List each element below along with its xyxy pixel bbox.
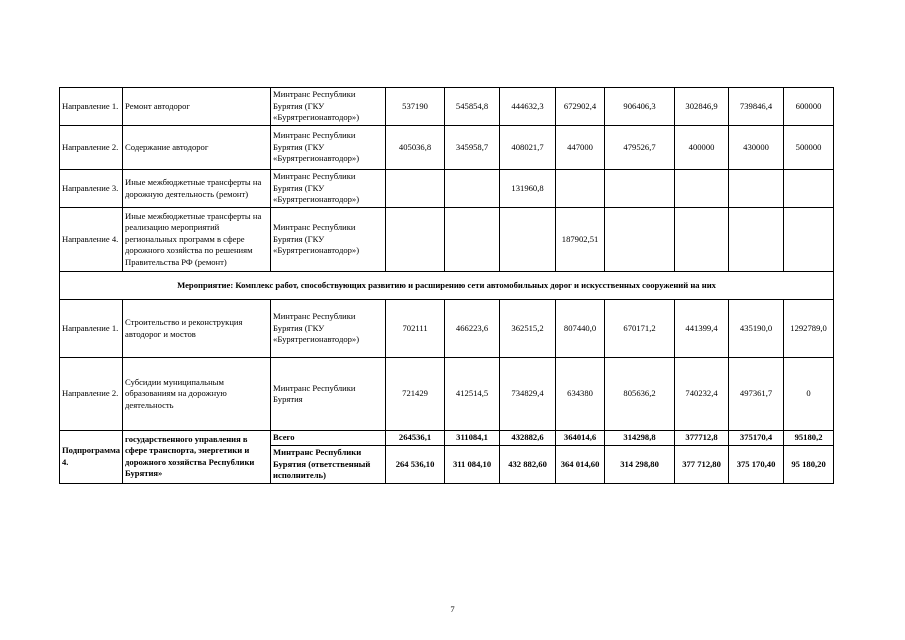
value-cell: 545854,8 [445, 88, 500, 126]
executor-value: 311 084,10 [445, 446, 500, 484]
section-heading: Мероприятие: Комплекс работ, способствующих развитию и расширению сети автомобильных дорог и искусственных сооружений на них [60, 272, 834, 300]
value-cell: 537190 [386, 88, 445, 126]
value-cell [386, 208, 445, 272]
value-cell: 345958,7 [445, 126, 500, 170]
executor-value: 432 882,60 [500, 446, 556, 484]
value-cell: 435190,0 [729, 300, 784, 358]
value-cell: 702111 [386, 300, 445, 358]
value-cell: 405036,8 [386, 126, 445, 170]
value-cell: 466223,6 [445, 300, 500, 358]
value-cell [605, 208, 675, 272]
executor-value: 375 170,40 [729, 446, 784, 484]
total-value: 375170,4 [729, 431, 784, 446]
value-cell: 0 [784, 358, 834, 431]
total-value: 314298,8 [605, 431, 675, 446]
value-cell [784, 208, 834, 272]
executor-value: 264 536,10 [386, 446, 445, 484]
subprogram-total-row [60, 431, 834, 446]
value-cell: 408021,7 [500, 126, 556, 170]
executor-cell: Минтранс Республики Бурятия [271, 358, 386, 431]
value-cell: 441399,4 [675, 300, 729, 358]
executor-value: 95 180,20 [784, 446, 834, 484]
executor-cell: Минтранс Республики Бурятия (ответственный исполнитель) [271, 446, 386, 484]
value-cell [556, 170, 605, 208]
value-cell: 740232,4 [675, 358, 729, 431]
value-cell: 430000 [729, 126, 784, 170]
value-cell [729, 170, 784, 208]
total-value: 432882,6 [500, 431, 556, 446]
page-number: 7 [450, 604, 455, 614]
executor-cell: Минтранс Республики Бурятия (ГКУ «Бурятрегионавтодор») [271, 126, 386, 170]
activity-cell: Ремонт автодорог [123, 88, 271, 126]
executor-cell: Минтранс Республики Бурятия (ГКУ «Бурятрегионавтодор») [271, 208, 386, 272]
direction-cell: Направление 4. [60, 208, 123, 272]
executor-cell: Минтранс Республики Бурятия (ГКУ «Бурятрегионавтодор») [271, 170, 386, 208]
activity-cell: Иные межбюджетные трансферты на реализацию мероприятий региональных программ в сфере дорожного хозяйства по решениям Правительства РФ (ремонт) [123, 208, 271, 272]
table-row [60, 88, 834, 126]
total-label: Всего [271, 431, 386, 446]
subprogram-label: Подпрограмма 4. [60, 431, 123, 484]
value-cell: 734829,4 [500, 358, 556, 431]
value-cell [445, 170, 500, 208]
table-row [60, 208, 834, 272]
table-row [60, 300, 834, 358]
direction-cell: Направление 3. [60, 170, 123, 208]
direction-cell: Направление 2. [60, 358, 123, 431]
section-row [60, 272, 834, 300]
value-cell: 670171,2 [605, 300, 675, 358]
value-cell: 906406,3 [605, 88, 675, 126]
value-cell: 447000 [556, 126, 605, 170]
activity-cell: Субсидии муниципальным образованиям на дорожную деятельность [123, 358, 271, 431]
table-row [60, 126, 834, 170]
value-cell: 1292789,0 [784, 300, 834, 358]
total-value: 311084,1 [445, 431, 500, 446]
activity-cell: Иные межбюджетные трансферты на дорожную деятельность (ремонт) [123, 170, 271, 208]
value-cell: 739846,4 [729, 88, 784, 126]
budget-table [59, 87, 834, 484]
executor-cell: Минтранс Республики Бурятия (ГКУ «Бурятрегионавтодор») [271, 88, 386, 126]
table-row [60, 358, 834, 431]
executor-value: 314 298,80 [605, 446, 675, 484]
value-cell: 634380 [556, 358, 605, 431]
value-cell [675, 170, 729, 208]
value-cell [675, 208, 729, 272]
total-value: 364014,6 [556, 431, 605, 446]
value-cell: 600000 [784, 88, 834, 126]
value-cell: 500000 [784, 126, 834, 170]
table-row [60, 170, 834, 208]
value-cell: 187902,51 [556, 208, 605, 272]
value-cell: 362515,2 [500, 300, 556, 358]
value-cell [784, 170, 834, 208]
value-cell: 302846,9 [675, 88, 729, 126]
executor-value: 377 712,80 [675, 446, 729, 484]
value-cell: 721429 [386, 358, 445, 431]
value-cell [445, 208, 500, 272]
value-cell [605, 170, 675, 208]
value-cell: 672902,4 [556, 88, 605, 126]
value-cell [729, 208, 784, 272]
activity-cell: Содержание автодорог [123, 126, 271, 170]
direction-cell: Направление 2. [60, 126, 123, 170]
value-cell: 412514,5 [445, 358, 500, 431]
direction-cell: Направление 1. [60, 300, 123, 358]
value-cell: 805636,2 [605, 358, 675, 431]
executor-cell: Минтранс Республики Бурятия (ГКУ «Бурятрегионавтодор») [271, 300, 386, 358]
direction-cell: Направление 1. [60, 88, 123, 126]
total-value: 377712,8 [675, 431, 729, 446]
value-cell: 400000 [675, 126, 729, 170]
value-cell: 807440,0 [556, 300, 605, 358]
subprogram-name: государственного управления в сфере транспорта, энергетики и дорожного хозяйства Республики Бурятия» [123, 431, 271, 484]
total-value: 264536,1 [386, 431, 445, 446]
value-cell: 497361,7 [729, 358, 784, 431]
value-cell: 444632,3 [500, 88, 556, 126]
value-cell [500, 208, 556, 272]
value-cell: 479526,7 [605, 126, 675, 170]
value-cell [386, 170, 445, 208]
total-value: 95180,2 [784, 431, 834, 446]
activity-cell: Строительство и реконструкция автодорог и мостов [123, 300, 271, 358]
value-cell: 131960,8 [500, 170, 556, 208]
executor-value: 364 014,60 [556, 446, 605, 484]
